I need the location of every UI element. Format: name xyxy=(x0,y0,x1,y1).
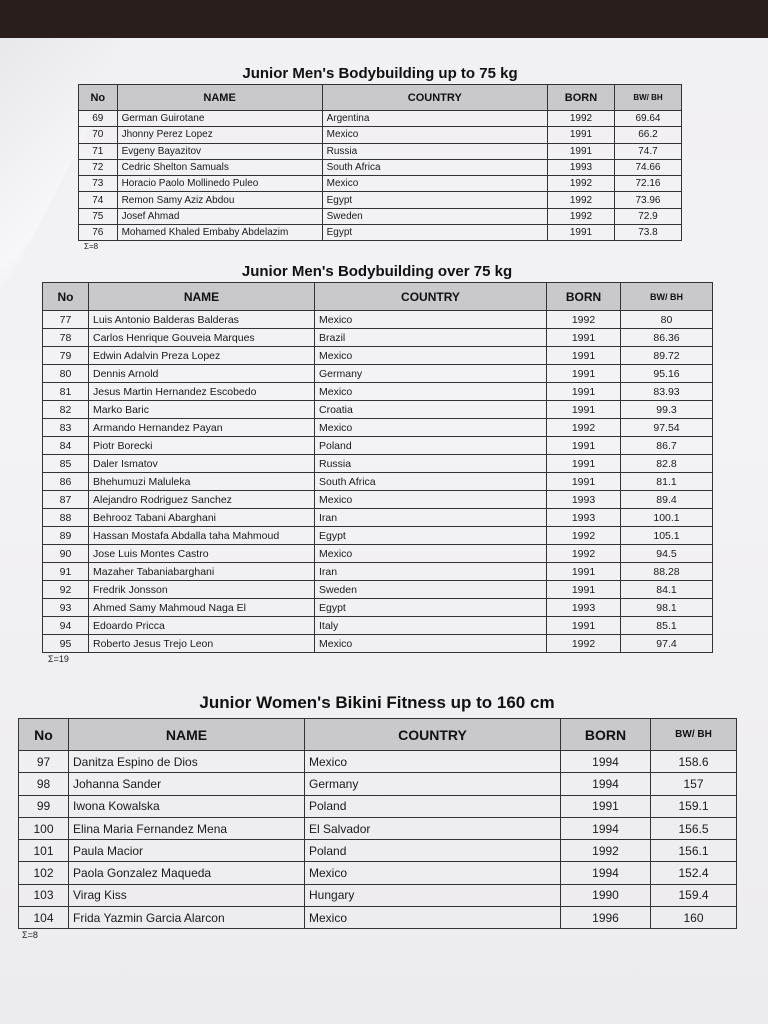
cell-bw-bh: 73.8 xyxy=(614,225,681,241)
table-row xyxy=(43,383,713,401)
table-row xyxy=(79,127,682,143)
section-junior-men-over-75kg xyxy=(42,262,712,664)
cell-name: Behrooz Tabani Abarghani xyxy=(89,509,315,527)
header-country: COUNTRY xyxy=(322,85,547,111)
cell-bw-bh: 89.4 xyxy=(621,491,713,509)
cell-country: Egypt xyxy=(322,192,547,208)
cell-bw-bh: 99.3 xyxy=(621,401,713,419)
header-born: BORN xyxy=(547,85,614,111)
cell-country: Egypt xyxy=(315,527,547,545)
cell-born: 1993 xyxy=(547,491,621,509)
cell-no: 87 xyxy=(43,491,89,509)
cell-no: 104 xyxy=(19,907,69,929)
cell-name: German Guirotane xyxy=(117,111,322,127)
table-row xyxy=(43,401,713,419)
table-row xyxy=(79,192,682,208)
cell-country: Argentina xyxy=(322,111,547,127)
cell-no: 69 xyxy=(79,111,118,127)
cell-bw-bh: 156.1 xyxy=(651,840,737,862)
cell-country: Germany xyxy=(315,365,547,383)
cell-bw-bh: 152.4 xyxy=(651,862,737,884)
cell-name: Bhehumuzi Maluleka xyxy=(89,473,315,491)
cell-no: 74 xyxy=(79,192,118,208)
cell-born: 1992 xyxy=(547,419,621,437)
cell-born: 1991 xyxy=(547,563,621,581)
cell-born: 1991 xyxy=(547,365,621,383)
header-bw-bh: BW/ BH xyxy=(621,283,713,311)
table-row xyxy=(43,545,713,563)
cell-bw-bh: 83.93 xyxy=(621,383,713,401)
cell-no: 92 xyxy=(43,581,89,599)
cell-no: 97 xyxy=(19,751,69,773)
cell-born: 1994 xyxy=(561,751,651,773)
cell-no: 76 xyxy=(79,225,118,241)
header-name: NAME xyxy=(89,283,315,311)
cell-country: Italy xyxy=(315,617,547,635)
cell-country: Mexico xyxy=(315,491,547,509)
results-table xyxy=(42,282,713,653)
cell-bw-bh: 158.6 xyxy=(651,751,737,773)
table-row xyxy=(79,225,682,241)
cell-born: 1991 xyxy=(547,225,614,241)
cell-no: 88 xyxy=(43,509,89,527)
cell-born: 1994 xyxy=(561,773,651,795)
cell-bw-bh: 157 xyxy=(651,773,737,795)
table-row xyxy=(79,111,682,127)
cell-no: 78 xyxy=(43,329,89,347)
cell-name: Armando Hernandez Payan xyxy=(89,419,315,437)
cell-born: 1993 xyxy=(547,599,621,617)
cell-name: Jhonny Perez Lopez xyxy=(117,127,322,143)
cell-country: South Africa xyxy=(322,159,547,175)
table-row xyxy=(79,143,682,159)
cell-born: 1991 xyxy=(547,329,621,347)
cell-bw-bh: 74.66 xyxy=(614,159,681,175)
cell-no: 72 xyxy=(79,159,118,175)
cell-name: Virag Kiss xyxy=(69,884,305,906)
cell-no: 73 xyxy=(79,176,118,192)
table-row xyxy=(19,840,737,862)
cell-born: 1996 xyxy=(561,907,651,929)
cell-born: 1992 xyxy=(547,111,614,127)
total-count: Σ=8 xyxy=(84,242,99,252)
cell-no: 79 xyxy=(43,347,89,365)
cell-name: Carlos Henrique Gouveia Marques xyxy=(89,329,315,347)
cell-country: Mexico xyxy=(315,383,547,401)
cell-country: Mexico xyxy=(315,635,547,653)
cell-name: Cedric Shelton Samuals xyxy=(117,159,322,175)
cell-bw-bh: 84.1 xyxy=(621,581,713,599)
cell-born: 1992 xyxy=(547,176,614,192)
cell-no: 75 xyxy=(79,208,118,224)
cell-country: Sweden xyxy=(315,581,547,599)
cell-name: Daler Ismatov xyxy=(89,455,315,473)
cell-no: 86 xyxy=(43,473,89,491)
cell-country: Croatia xyxy=(315,401,547,419)
cell-bw-bh: 97.4 xyxy=(621,635,713,653)
cell-name: Remon Samy Aziz Abdou xyxy=(117,192,322,208)
cell-name: Dennis Arnold xyxy=(89,365,315,383)
cell-no: 84 xyxy=(43,437,89,455)
cell-bw-bh: 86.7 xyxy=(621,437,713,455)
cell-country: Brazil xyxy=(315,329,547,347)
section-title: Junior Men's Bodybuilding over 75 kg xyxy=(241,263,513,280)
cell-name: Roberto Jesus Trejo Leon xyxy=(89,635,315,653)
table-row xyxy=(19,751,737,773)
cell-no: 91 xyxy=(43,563,89,581)
cell-born: 1991 xyxy=(547,617,621,635)
cell-no: 100 xyxy=(19,817,69,839)
table-row xyxy=(79,208,682,224)
cell-no: 94 xyxy=(43,617,89,635)
header-no: No xyxy=(43,283,89,311)
cell-bw-bh: 100.1 xyxy=(621,509,713,527)
cell-born: 1993 xyxy=(547,159,614,175)
table-row xyxy=(19,773,737,795)
table-row xyxy=(43,419,713,437)
cell-name: Danitza Espino de Dios xyxy=(69,751,305,773)
cell-name: Iwona Kowalska xyxy=(69,795,305,817)
cell-country: Poland xyxy=(315,437,547,455)
section-title: Junior Women's Bikini Fitness up to 160 cm xyxy=(199,693,555,712)
cell-bw-bh: 73.96 xyxy=(614,192,681,208)
cell-bw-bh: 72.9 xyxy=(614,208,681,224)
table-row xyxy=(43,509,713,527)
table-row xyxy=(43,635,713,653)
cell-name: Fredrik Jonsson xyxy=(89,581,315,599)
cell-name: Frida Yazmin Garcia Alarcon xyxy=(69,907,305,929)
cell-born: 1991 xyxy=(547,347,621,365)
cell-country: Mexico xyxy=(315,545,547,563)
cell-no: 101 xyxy=(19,840,69,862)
cell-country: Mexico xyxy=(315,419,547,437)
cell-born: 1992 xyxy=(547,545,621,563)
cell-bw-bh: 94.5 xyxy=(621,545,713,563)
cell-country: Mexico xyxy=(305,751,561,773)
cell-country: Egypt xyxy=(315,599,547,617)
cell-born: 1993 xyxy=(547,509,621,527)
results-table xyxy=(78,84,682,241)
cell-name: Alejandro Rodriguez Sanchez xyxy=(89,491,315,509)
table-row xyxy=(19,862,737,884)
header-no: No xyxy=(79,85,118,111)
cell-bw-bh: 105.1 xyxy=(621,527,713,545)
cell-no: 83 xyxy=(43,419,89,437)
cell-born: 1992 xyxy=(547,635,621,653)
section-title: Junior Men's Bodybuilding up to 75 kg xyxy=(242,65,518,82)
table-row xyxy=(79,159,682,175)
cell-bw-bh: 160 xyxy=(651,907,737,929)
cell-no: 71 xyxy=(79,143,118,159)
cell-no: 77 xyxy=(43,311,89,329)
cell-name: Hassan Mostafa Abdalla taha Mahmoud xyxy=(89,527,315,545)
cell-born: 1992 xyxy=(547,311,621,329)
cell-no: 93 xyxy=(43,599,89,617)
header-name: NAME xyxy=(117,85,322,111)
results-table xyxy=(18,718,737,929)
table-body xyxy=(79,111,682,241)
header-bw-bh: BW/ BH xyxy=(614,85,681,111)
cell-born: 1990 xyxy=(561,884,651,906)
cell-name: Paula Macior xyxy=(69,840,305,862)
cell-bw-bh: 72.16 xyxy=(614,176,681,192)
cell-born: 1991 xyxy=(547,401,621,419)
cell-name: Ahmed Samy Mahmoud Naga El xyxy=(89,599,315,617)
cell-born: 1991 xyxy=(547,437,621,455)
table-row xyxy=(43,455,713,473)
cell-name: Edwin Adalvin Preza Lopez xyxy=(89,347,315,365)
cell-name: Horacio Paolo Mollinedo Puleo xyxy=(117,176,322,192)
table-body xyxy=(19,751,737,929)
table-row xyxy=(43,329,713,347)
cell-name: Marko Baric xyxy=(89,401,315,419)
cell-bw-bh: 89.72 xyxy=(621,347,713,365)
cell-bw-bh: 82.8 xyxy=(621,455,713,473)
cell-bw-bh: 98.1 xyxy=(621,599,713,617)
cell-no: 80 xyxy=(43,365,89,383)
header-born: BORN xyxy=(561,719,651,751)
cell-no: 90 xyxy=(43,545,89,563)
cell-born: 1991 xyxy=(547,455,621,473)
cell-country: Mexico xyxy=(305,907,561,929)
cell-name: Jesus Martin Hernandez Escobedo xyxy=(89,383,315,401)
cell-born: 1992 xyxy=(561,840,651,862)
cell-born: 1991 xyxy=(547,127,614,143)
table-row xyxy=(43,599,713,617)
cell-name: Paola Gonzalez Maqueda xyxy=(69,862,305,884)
cell-bw-bh: 69.64 xyxy=(614,111,681,127)
cell-no: 95 xyxy=(43,635,89,653)
cell-bw-bh: 159.1 xyxy=(651,795,737,817)
cell-bw-bh: 88.28 xyxy=(621,563,713,581)
cell-born: 1991 xyxy=(547,383,621,401)
header-country: COUNTRY xyxy=(305,719,561,751)
cell-name: Josef Ahmad xyxy=(117,208,322,224)
cell-country: Hungary xyxy=(305,884,561,906)
cell-country: Sweden xyxy=(322,208,547,224)
cell-country: Russia xyxy=(322,143,547,159)
cell-no: 98 xyxy=(19,773,69,795)
cell-name: Mohamed Khaled Embaby Abdelazim xyxy=(117,225,322,241)
cell-bw-bh: 86.36 xyxy=(621,329,713,347)
table-row xyxy=(43,563,713,581)
header-no: No xyxy=(19,719,69,751)
cell-country: Mexico xyxy=(322,127,547,143)
cell-name: Mazaher Tabaniabarghani xyxy=(89,563,315,581)
cell-country: Mexico xyxy=(315,311,547,329)
cell-bw-bh: 97.54 xyxy=(621,419,713,437)
cell-country: Poland xyxy=(305,840,561,862)
cell-no: 103 xyxy=(19,884,69,906)
total-count: Σ=8 xyxy=(22,930,38,941)
cell-no: 99 xyxy=(19,795,69,817)
cell-name: Luis Antonio Balderas Balderas xyxy=(89,311,315,329)
cell-name: Johanna Sander xyxy=(69,773,305,795)
cell-no: 81 xyxy=(43,383,89,401)
cell-born: 1991 xyxy=(547,473,621,491)
cell-no: 85 xyxy=(43,455,89,473)
table-row xyxy=(43,491,713,509)
cell-country: Mexico xyxy=(322,176,547,192)
table-row xyxy=(19,817,737,839)
cell-born: 1994 xyxy=(561,862,651,884)
cell-country: Egypt xyxy=(322,225,547,241)
cell-no: 82 xyxy=(43,401,89,419)
header-country: COUNTRY xyxy=(315,283,547,311)
cell-country: Germany xyxy=(305,773,561,795)
table-row xyxy=(43,365,713,383)
cell-bw-bh: 80 xyxy=(621,311,713,329)
table-row xyxy=(43,437,713,455)
cell-born: 1992 xyxy=(547,527,621,545)
table-row xyxy=(43,617,713,635)
table-row xyxy=(79,176,682,192)
cell-bw-bh: 81.1 xyxy=(621,473,713,491)
table-row xyxy=(43,311,713,329)
cell-bw-bh: 159.4 xyxy=(651,884,737,906)
cell-born: 1991 xyxy=(547,581,621,599)
cell-country: Mexico xyxy=(315,347,547,365)
cell-bw-bh: 95.16 xyxy=(621,365,713,383)
cell-country: El Salvador xyxy=(305,817,561,839)
header-name: NAME xyxy=(69,719,305,751)
cell-bw-bh: 66.2 xyxy=(614,127,681,143)
cell-no: 102 xyxy=(19,862,69,884)
table-body xyxy=(43,311,713,653)
cell-born: 1992 xyxy=(547,192,614,208)
section-junior-women-bikini-fitness xyxy=(18,690,736,941)
table-row xyxy=(43,347,713,365)
cell-country: Poland xyxy=(305,795,561,817)
cell-no: 89 xyxy=(43,527,89,545)
header-born: BORN xyxy=(547,283,621,311)
cell-name: Edoardo Pricca xyxy=(89,617,315,635)
cell-country: Iran xyxy=(315,563,547,581)
table-row xyxy=(19,795,737,817)
cell-born: 1991 xyxy=(547,143,614,159)
cell-country: Mexico xyxy=(305,862,561,884)
cell-country: Iran xyxy=(315,509,547,527)
table-row xyxy=(43,473,713,491)
cell-born: 1994 xyxy=(561,817,651,839)
total-count: Σ=19 xyxy=(48,654,69,664)
cell-name: Elina Maria Fernandez Mena xyxy=(69,817,305,839)
cell-name: Evgeny Bayazitov xyxy=(117,143,322,159)
document-page xyxy=(0,38,768,1024)
cell-born: 1991 xyxy=(561,795,651,817)
cell-bw-bh: 156.5 xyxy=(651,817,737,839)
table-row xyxy=(19,907,737,929)
table-row xyxy=(43,581,713,599)
cell-country: South Africa xyxy=(315,473,547,491)
table-row xyxy=(19,884,737,906)
cell-no: 70 xyxy=(79,127,118,143)
header-bw-bh: BW/ BH xyxy=(651,719,737,751)
cell-country: Russia xyxy=(315,455,547,473)
cell-born: 1992 xyxy=(547,208,614,224)
cell-bw-bh: 85.1 xyxy=(621,617,713,635)
cell-bw-bh: 74.7 xyxy=(614,143,681,159)
cell-name: Piotr Borecki xyxy=(89,437,315,455)
cell-name: Jose Luis Montes Castro xyxy=(89,545,315,563)
section-junior-men-up-to-75kg xyxy=(78,64,682,252)
table-row xyxy=(43,527,713,545)
